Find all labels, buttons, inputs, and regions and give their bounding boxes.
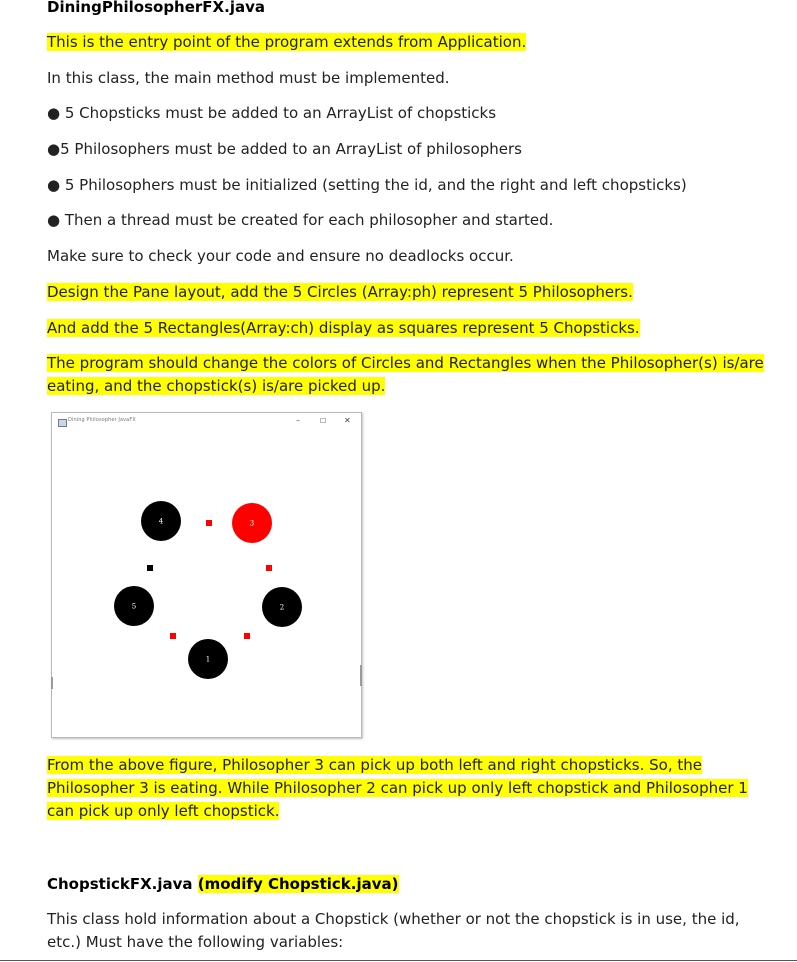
chopstick-3 (266, 565, 272, 571)
philosopher-scene (52, 413, 361, 737)
chopstick-heading-note: (modify Chopstick.java) (197, 875, 399, 893)
philosopher-2 (262, 587, 302, 627)
figure-caption-line1: From the above figure, Philosopher 3 can pick up both left and right chopsticks. So, the (47, 756, 702, 774)
window-title: Dining Philosopher JavaFX (68, 417, 136, 423)
chopstick-5 (206, 520, 212, 526)
minimize-icon: – (296, 416, 300, 425)
bullet-3: ● 5 Philosophers must be initialized (setting the id, and the right and left chopsticks) (47, 176, 687, 194)
heading: DiningPhilosopherFX.java (47, 0, 265, 16)
main-note: In this class, the main method must be implemented. (47, 69, 450, 87)
page-bottom-rule (0, 960, 797, 961)
figure-caption (47, 754, 748, 823)
window-edge (360, 665, 362, 686)
chopstick-heading (47, 873, 399, 896)
philosopher-4 (141, 501, 181, 541)
entry-note-text: This is the entry point of the program extends from Application. (47, 33, 527, 51)
bullet-1: ● 5 Chopsticks must be added to an ArrayList of chopsticks (47, 104, 497, 122)
philosopher-label-2: 2 (279, 603, 285, 612)
window-edge-left (51, 677, 53, 689)
chopstick-4 (147, 565, 153, 571)
color-note-line1: The program should change the colors of Circles and Rectangles when the Philosopher(s) is/are (47, 354, 764, 372)
chopstick-desc-line1: This class hold information about a Chopstick (whether or not the chopstick is in use, the id, (47, 910, 740, 928)
chopstick-1 (244, 633, 250, 639)
entry-note (47, 31, 526, 54)
philosopher-3 (232, 503, 272, 543)
color-note-line2: eating, and the chopstick(s) is/are picked up. (47, 377, 386, 395)
figure-caption-line3: can pick up only left chopstick. (47, 802, 280, 820)
philosopher-label-4: 4 (158, 517, 164, 526)
philosopher-label-5: 5 (131, 602, 137, 611)
pane-note-text: Design the Pane layout, add the 5 Circles (Array:ph) represent 5 Philosophers. (47, 283, 633, 301)
maximize-icon: ☐ (320, 417, 327, 425)
close-icon: ✕ (344, 416, 351, 425)
philosopher-label-1: 1 (205, 655, 211, 664)
deadlock-note: Make sure to check your code and ensure no deadlocks occur. (47, 247, 514, 265)
color-note (47, 352, 764, 398)
javafx-window-figure (51, 412, 362, 738)
pane-note (47, 281, 633, 304)
bullet-4: ● Then a thread must be created for each philosopher and started. (47, 211, 554, 229)
philosopher-1 (188, 639, 228, 679)
rect-note (47, 317, 640, 340)
chopstick-desc-line2: etc.) Must have the following variables: (47, 933, 344, 951)
chopstick-desc (47, 908, 740, 954)
figure-caption-line2: Philosopher 3 is eating. While Philosopher 2 can pick up only left chopstick and Philosopher 1 (47, 779, 748, 797)
philosopher-label-3: 3 (249, 519, 255, 528)
chopstick-2 (170, 633, 176, 639)
chopstick-heading-text: ChopstickFX.java (47, 875, 193, 893)
bullet-2: ●5 Philosophers must be added to an ArrayList of philosophers (47, 140, 522, 158)
philosopher-5 (114, 586, 154, 626)
rect-note-text: And add the 5 Rectangles(Array:ch) display as squares represent 5 Chopsticks. (47, 319, 640, 337)
